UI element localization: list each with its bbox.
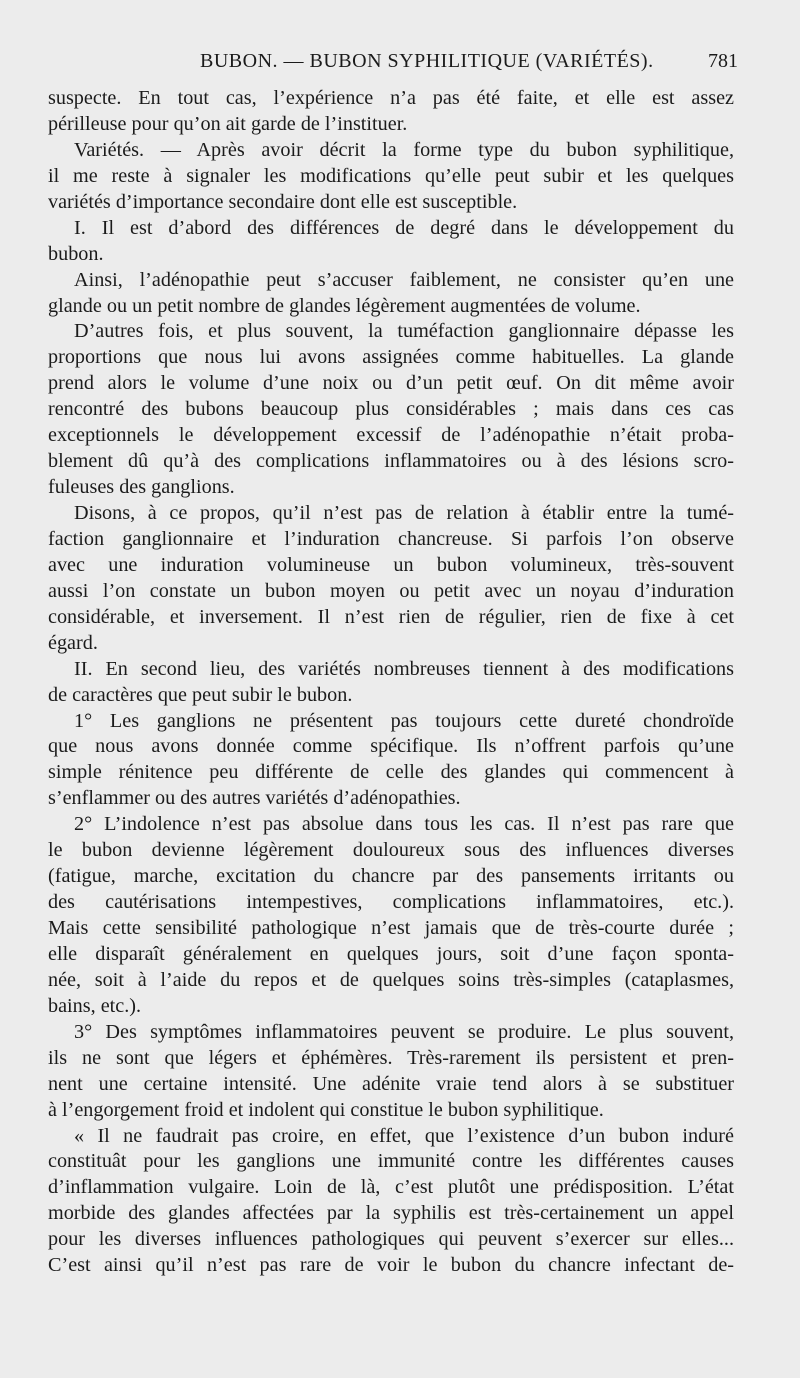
running-title: BUBON. — BUBON SYPHILITIQUE (VARIÉTÉS).	[200, 50, 654, 72]
text-line: suspecte. En tout cas, l’expérience n’a pas été faite, et elle est assez	[48, 87, 734, 109]
page-number: 781	[708, 50, 738, 72]
text-line: morbide des glandes affectées par la syphilis est très-certainement un appel	[48, 1202, 734, 1225]
text-line: 1° Les ganglions ne présentent pas toujours cette dureté chondroïde	[74, 709, 734, 732]
text-line: C’est ainsi qu’il n’est pas rare de voir le bubon du chancre infectant de-	[48, 1254, 734, 1277]
text-line: ils ne sont que légers et éphémères. Très-rarement ils persistent et pren-	[48, 1046, 734, 1069]
text-line: « Il ne faudrait pas croire, en effet, que l’existence d’un bubon induré	[74, 1124, 734, 1147]
text-line: des cautérisations intempestives, complications inflammatoires, etc.).	[48, 891, 734, 914]
text-line: avec une induration volumineuse un bubon volumineux, très-souvent	[48, 553, 734, 576]
text-line: proportions que nous lui avons assignées comme habituelles. La glande	[48, 346, 734, 369]
text-line: prend alors le volume d’une noix ou d’un petit œuf. On dit même avoir	[48, 372, 734, 395]
text-line: à l’engorgement froid et indolent qui constitue le bubon syphilitique.	[48, 1098, 604, 1121]
text-line: née, soit à l’aide du repos et de quelques soins très-simples (cataplasmes,	[48, 968, 734, 991]
text-line: bubon.	[48, 242, 104, 265]
text-line: blement dû qu’à des complications inflammatoires ou à des lésions scro-	[48, 450, 734, 473]
text-line: constituât pour les ganglions une immunité contre les différentes causes	[48, 1150, 734, 1173]
text-line: le bubon devienne légèrement douloureux sous des influences diverses	[48, 839, 734, 862]
text-line: elle disparaît généralement en quelques jours, soit d’une façon sponta-	[48, 942, 734, 965]
text-line: rencontré des bubons beaucoup plus considérables ; mais dans ces cas	[48, 398, 734, 421]
text-line: (fatigue, marche, excitation du chancre par des pansements irritants ou	[48, 865, 734, 888]
text-line: Ainsi, l’adénopathie peut s’accuser faiblement, ne consister qu’en une	[74, 268, 734, 291]
text-line: Disons, à ce propos, qu’il n’est pas de relation à établir entre la tumé-	[74, 502, 734, 524]
text-line: glande ou un petit nombre de glandes légèrement augmentées de volume.	[48, 294, 641, 317]
text-line: faction ganglionnaire et l’induration chancreuse. Si parfois l’on observe	[48, 527, 734, 550]
text-line: d’inflammation vulgaire. Loin de là, c’est plutôt une prédisposition. L’état	[48, 1176, 734, 1199]
text-line: considérable, et inversement. Il n’est rien de régulier, rien de fixe à cet	[48, 605, 734, 628]
text-line: 3° Des symptômes inflammatoires peuvent se produire. Le plus souvent,	[74, 1020, 734, 1043]
text-line: simple rénitence peu différente de celle des glandes qui commencent à	[48, 761, 734, 784]
text-line: Variétés. — Après avoir décrit la forme type du bubon syphilitique,	[74, 138, 734, 161]
text-line: 2° L’indolence n’est pas absolue dans tous les cas. Il n’est pas rare que	[74, 813, 734, 836]
text-line: bains, etc.).	[48, 994, 142, 1017]
text-line: Mais cette sensibilité pathologique n’est jamais que de très-courte durée ;	[48, 917, 734, 939]
text-line: que nous avons donnée comme spécifique. Ils n’offrent parfois qu’une	[48, 735, 734, 758]
text-line: exceptionnels le développement excessif de l’adénopathie n’était proba-	[48, 424, 734, 447]
text-line: nent une certaine intensité. Une adénite vraie tend alors à se substituer	[48, 1072, 734, 1095]
text-line: aussi l’on constate un bubon moyen ou petit avec un noyau d’induration	[48, 579, 734, 602]
text-line: s’enflammer ou des autres variétés d’adénopathies.	[48, 787, 461, 810]
text-line: pour les diverses influences pathologiques qui peuvent s’exercer sur elles...	[48, 1228, 734, 1251]
text-line: D’autres fois, et plus souvent, la tuméfaction ganglionnaire dépasse les	[74, 320, 734, 343]
running-header	[48, 50, 738, 80]
text-line: égard.	[48, 631, 98, 654]
text-line: il me reste à signaler les modifications qu’elle peut subir et les quelques	[48, 164, 734, 187]
body-text	[48, 86, 734, 1279]
text-line: II. En second lieu, des variétés nombreuses tiennent à des modifications	[74, 657, 734, 680]
text-line: périlleuse pour qu’on ait garde de l’instituer.	[48, 112, 408, 135]
text-line: I. Il est d’abord des différences de degré dans le développement du	[74, 216, 734, 239]
text-line: de caractères que peut subir le bubon.	[48, 683, 353, 706]
text-line: variétés d’importance secondaire dont elle est susceptible.	[48, 190, 518, 213]
text-line: fuleuses des ganglions.	[48, 476, 235, 499]
